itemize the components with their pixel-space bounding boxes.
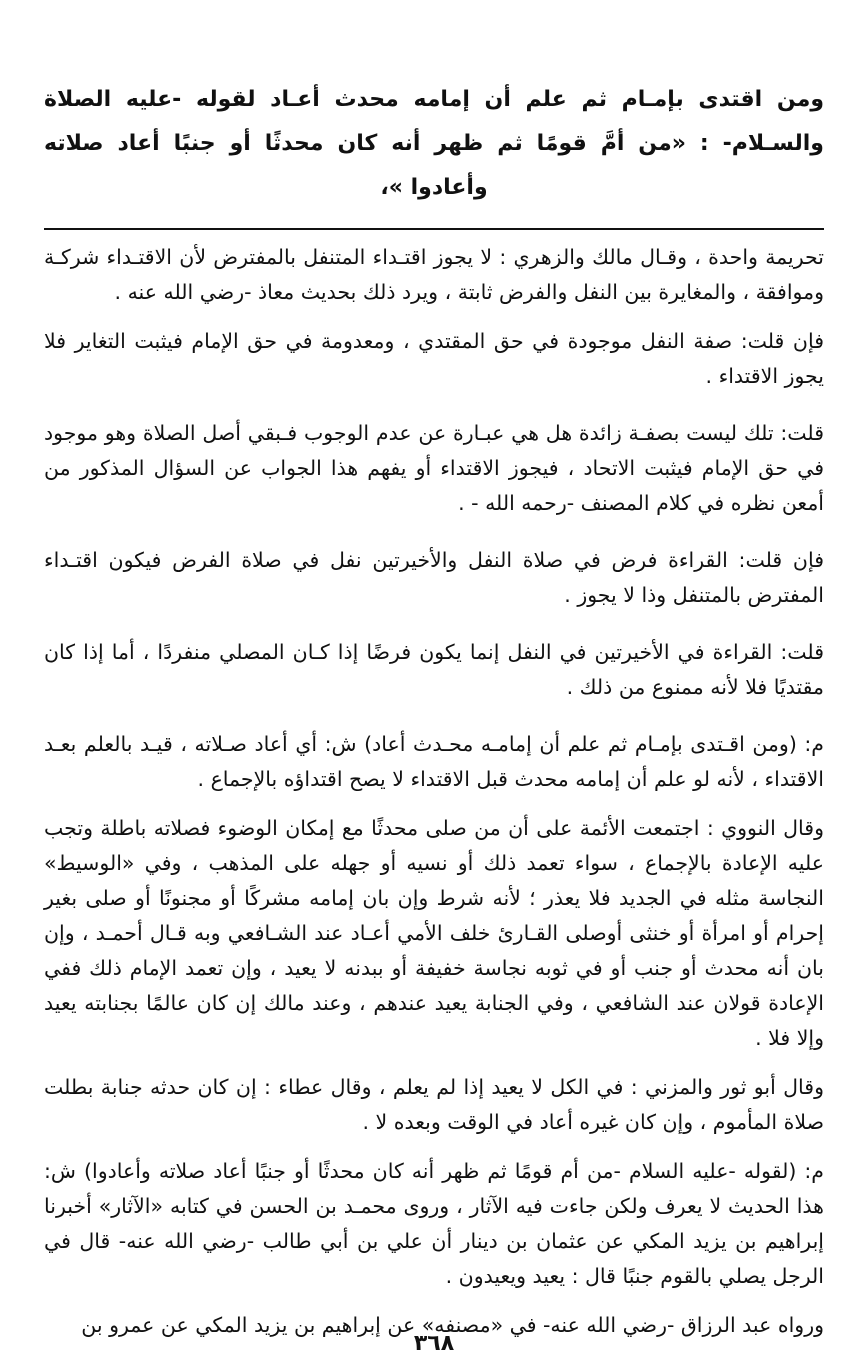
paragraph: فإن قلت: صفة النفل موجودة في حق المقتدي ، ومعدومة في حق الإمام فيثبت التغاير فلا يجوز الاقتداء .	[44, 329, 824, 388]
paragraph: وقال أبو ثور والمزني : في الكل لا يعيد إذا لم يعلم ، وقال عطاء : إن كان حدثه جنابة بطلت صلاة المأموم ، وإن كان غيره أعاد في الوقت وبعده لا .	[44, 1075, 824, 1134]
paragraph: م: (ومن اقـتدى بإمـام ثم علم أن إمامـه محـدث أعاد) ش: أي أعاد صـلاته ، قيـد بالعلم بعـد الاقتداء ، لأنه لو علم أن إمامه محدث قبل الاقتداء لا يصح اقتداؤه بالإجماع .	[44, 732, 824, 791]
commentary-block	[44, 240, 824, 1343]
page-number: ٣٦٨	[413, 1331, 455, 1356]
paragraph: ورواه عبد الرزاق -رضي الله عنه- في «مصنفه» عن إبراهيم بن يزيد المكي عن عمرو بن	[81, 1313, 824, 1337]
paragraph: تحريمة واحدة ، وقـال مالك والزهري : لا يجوز اقتـداء المتنفل بالمفترض لأن الاقتـداء شركـة وموافقة ، والمغايرة بين النفل والفرض ثابتة ، ويرد ذلك بحديث معاذ -رضي الله عنه .	[44, 245, 824, 304]
paragraph: وقال النووي : اجتمعت الأئمة على أن من صلى محدثًا مع إمكان الوضوء فصلاته باطلة وتجب عليه الإعادة بالإجماع ، سواء تعمد ذلك أو نسيه أو جهله على المذهب ، وفي «الوسيط» النجاسة مثله في الجديد فلا يعذر ؛ لأنه شرط وإن بان إمامه مشركًا أو مجنونًا أو صلى بغير إحرام أو امرأة أو خنثى أوصلى القـارئ خلف الأمي أعـاد عند الشـافعي وبه قـال أحمـد ، وإن بان أنه محدث أو جنب أو في ثوبه نجاسة خفيفة أو ببدنه لا يعيد ، وإن تعمد الإمام ذلك ففي الإعادة قولان عند الشافعي ، وفي الجنابة يعيد عندهم ، وعند مالك إن كان عالمًا بجنابته يعيد وإلا فلا .	[44, 816, 824, 1050]
paragraph: قلت: تلك ليست بصفـة زائدة هل هي عبـارة عن عدم الوجوب فـبقي أصل الصلاة وهو موجود في حق الإمام فيثبت الاتحاد ، فيجوز الاقتداء أو يفهم هذا الجواب عن السؤال المذكور من أمعن نظره في كلام المصنف -رحمه الله - .	[44, 421, 824, 515]
matn-block	[44, 78, 824, 210]
paragraph: قلت: القراءة في الأخيرتين في النفل إنما يكون فرضًا إذا كـان المصلي منفردًا ، أما إذا كان مقتديًا فلا لأنه ممنوع من ذلك .	[44, 640, 824, 699]
matn-text: ومن اقتدى بإمـام ثم علم أن إمامه محدث أعـاد لقوله -عليه الصلاة والسـلام- : «من أمَّ قومًا ثم ظهر أنه كان محدثًا أو جنبًا أعاد صلاته وأعادوا »،	[44, 87, 824, 200]
paragraph: فإن قلت: القراءة فرض في صلاة النفل والأخيرتين نفل في صلاة الفرض فيكون اقتـداء المفترض بالمتنفل وذا لا يجوز .	[44, 548, 824, 607]
separator-rule	[44, 228, 824, 230]
paragraph: م: (لقوله -عليه السلام -من أم قومًا ثم ظهر أنه كان محدثًا أو جنبًا أعاد صلاته وأعادوا) ش: هذا الحديث لا يعرف ولكن جاءت فيه الآثار ، وروى محمـد بن الحسن في كتابه «الآثار» أخبرنا إبراهيم بن يزيد المكي عن عثمان بن دينار أن علي بن أبي طالب -رضي الله عنه- قال في الرجل يصلي بالقوم جنبًا قال : يعيد ويعيدون .	[44, 1159, 824, 1288]
